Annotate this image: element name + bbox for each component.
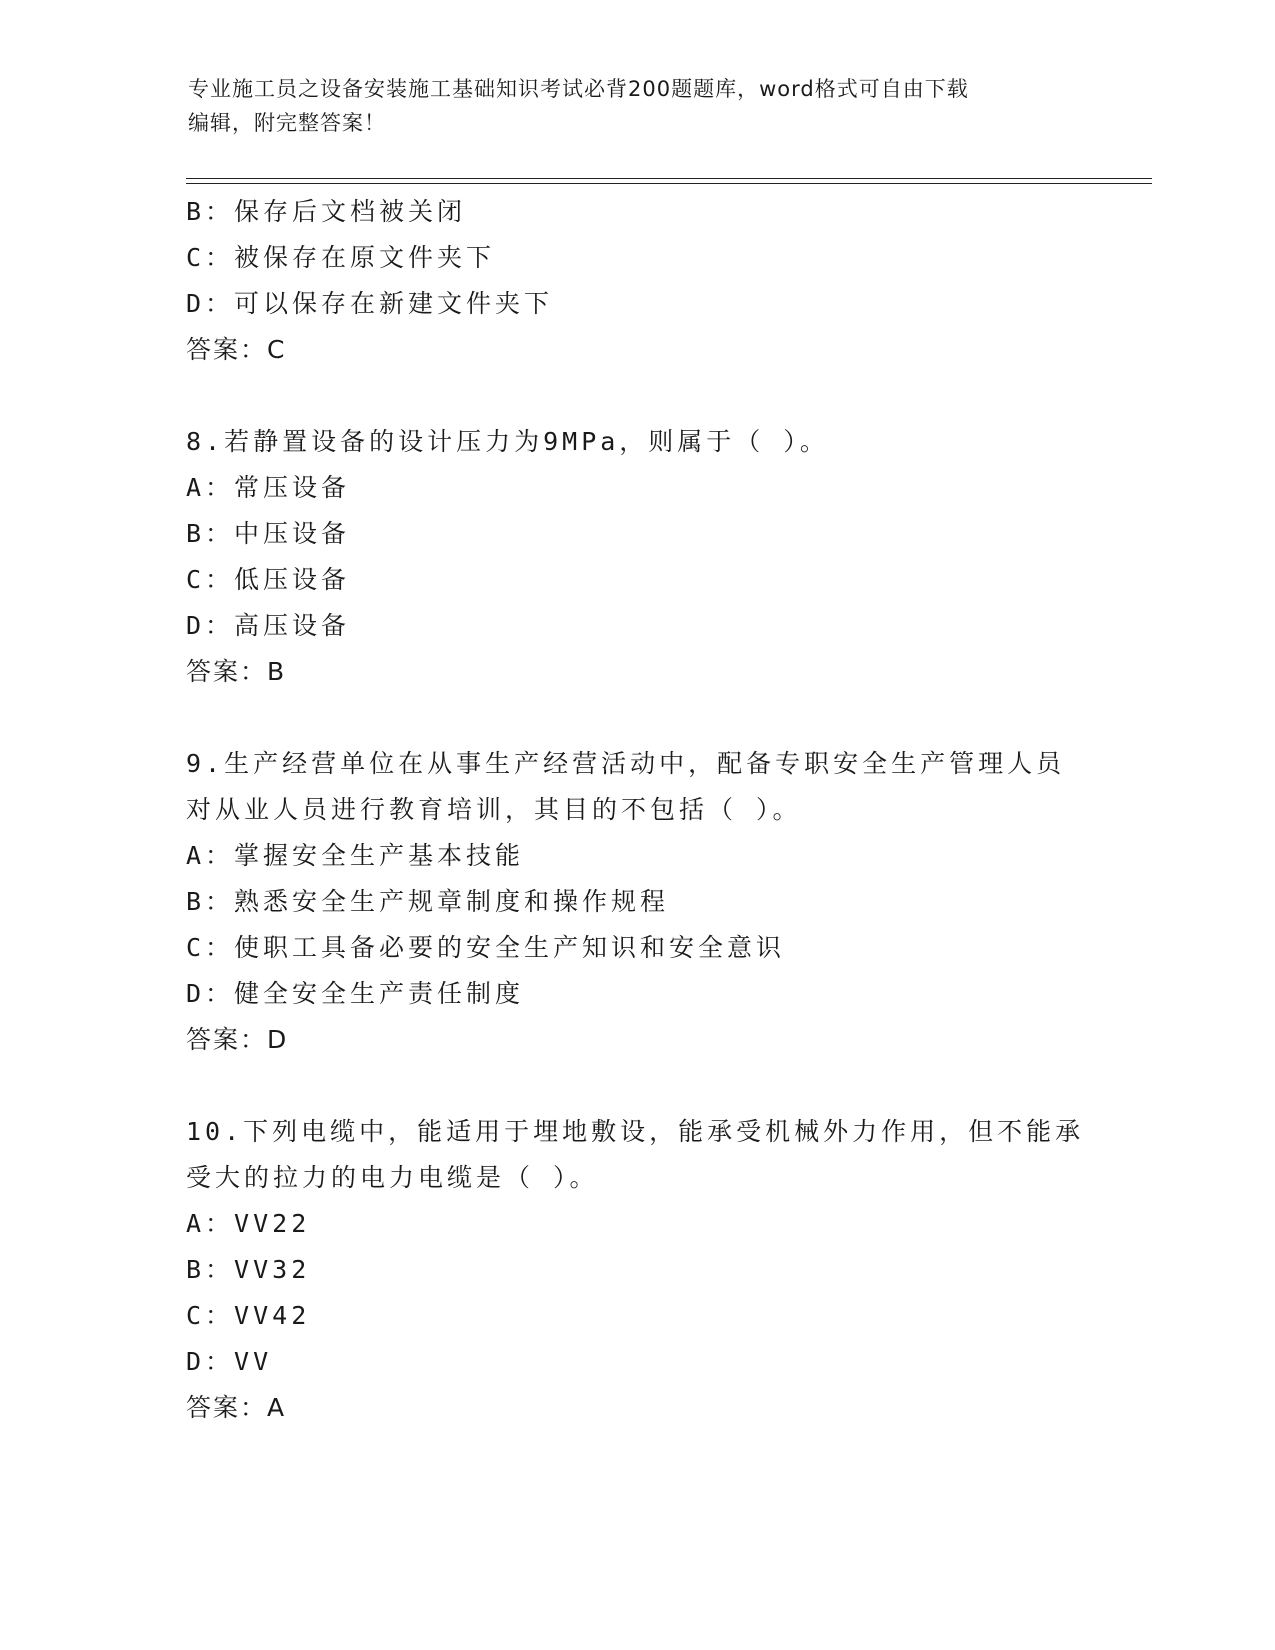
option-d: D：VV	[186, 1347, 273, 1376]
answer-line: 答案：A	[186, 1393, 287, 1422]
header-divider-top	[186, 178, 1152, 179]
option-d: D：可以保存在新建文件夹下	[186, 289, 554, 318]
answer-line: 答案：D	[186, 1025, 289, 1054]
question-stem-line-1: 10.下列电缆中，能适用于埋地敷设，能承受机械外力作用，但不能承	[186, 1117, 1085, 1146]
question-block-previous	[186, 189, 1086, 373]
question-stem-line-2: 对从业人员进行教育培训，其目的不包括（ ）。	[186, 795, 802, 824]
option-d: D：健全安全生产责任制度	[186, 979, 525, 1008]
option-b: B：保存后文档被关闭	[186, 197, 467, 226]
spacer	[186, 373, 1086, 419]
answer-line: 答案：C	[186, 335, 287, 364]
option-c: C：被保存在原文件夹下	[186, 243, 496, 272]
question-list	[186, 189, 1086, 1431]
option-c: C：VV42	[186, 1301, 311, 1330]
question-block-10	[186, 1109, 1086, 1431]
question-stem-line-2: 受大的拉力的电力电缆是（ ）。	[186, 1163, 599, 1192]
option-d: D：高压设备	[186, 611, 351, 640]
option-b: B：熟悉安全生产规章制度和操作规程	[186, 887, 670, 916]
answer-line: 答案：B	[186, 657, 287, 686]
spacer	[186, 695, 1086, 741]
header-title-line-1: 专业施工员之设备安装施工基础知识考试必背200题题库，word格式可自由下载	[188, 77, 969, 101]
option-a: A：掌握安全生产基本技能	[186, 841, 525, 870]
option-b: B：中压设备	[186, 519, 351, 548]
document-header	[188, 72, 1068, 140]
option-a: A：VV22	[186, 1209, 311, 1238]
option-c: C：使职工具备必要的安全生产知识和安全意识	[186, 933, 786, 962]
spacer	[186, 1063, 1086, 1109]
option-b: B：VV32	[186, 1255, 311, 1284]
header-title-line-2: 编辑，附完整答案！	[188, 111, 386, 135]
question-block-9	[186, 741, 1086, 1063]
option-c: C：低压设备	[186, 565, 351, 594]
question-block-8	[186, 419, 1086, 695]
question-stem-line-1: 9.生产经营单位在从事生产经营活动中，配备专职安全生产管理人员	[186, 749, 1066, 778]
question-stem: 8.若静置设备的设计压力为9MPa，则属于（ ）。	[186, 427, 829, 456]
header-divider-bottom	[186, 183, 1152, 184]
option-a: A：常压设备	[186, 473, 351, 502]
